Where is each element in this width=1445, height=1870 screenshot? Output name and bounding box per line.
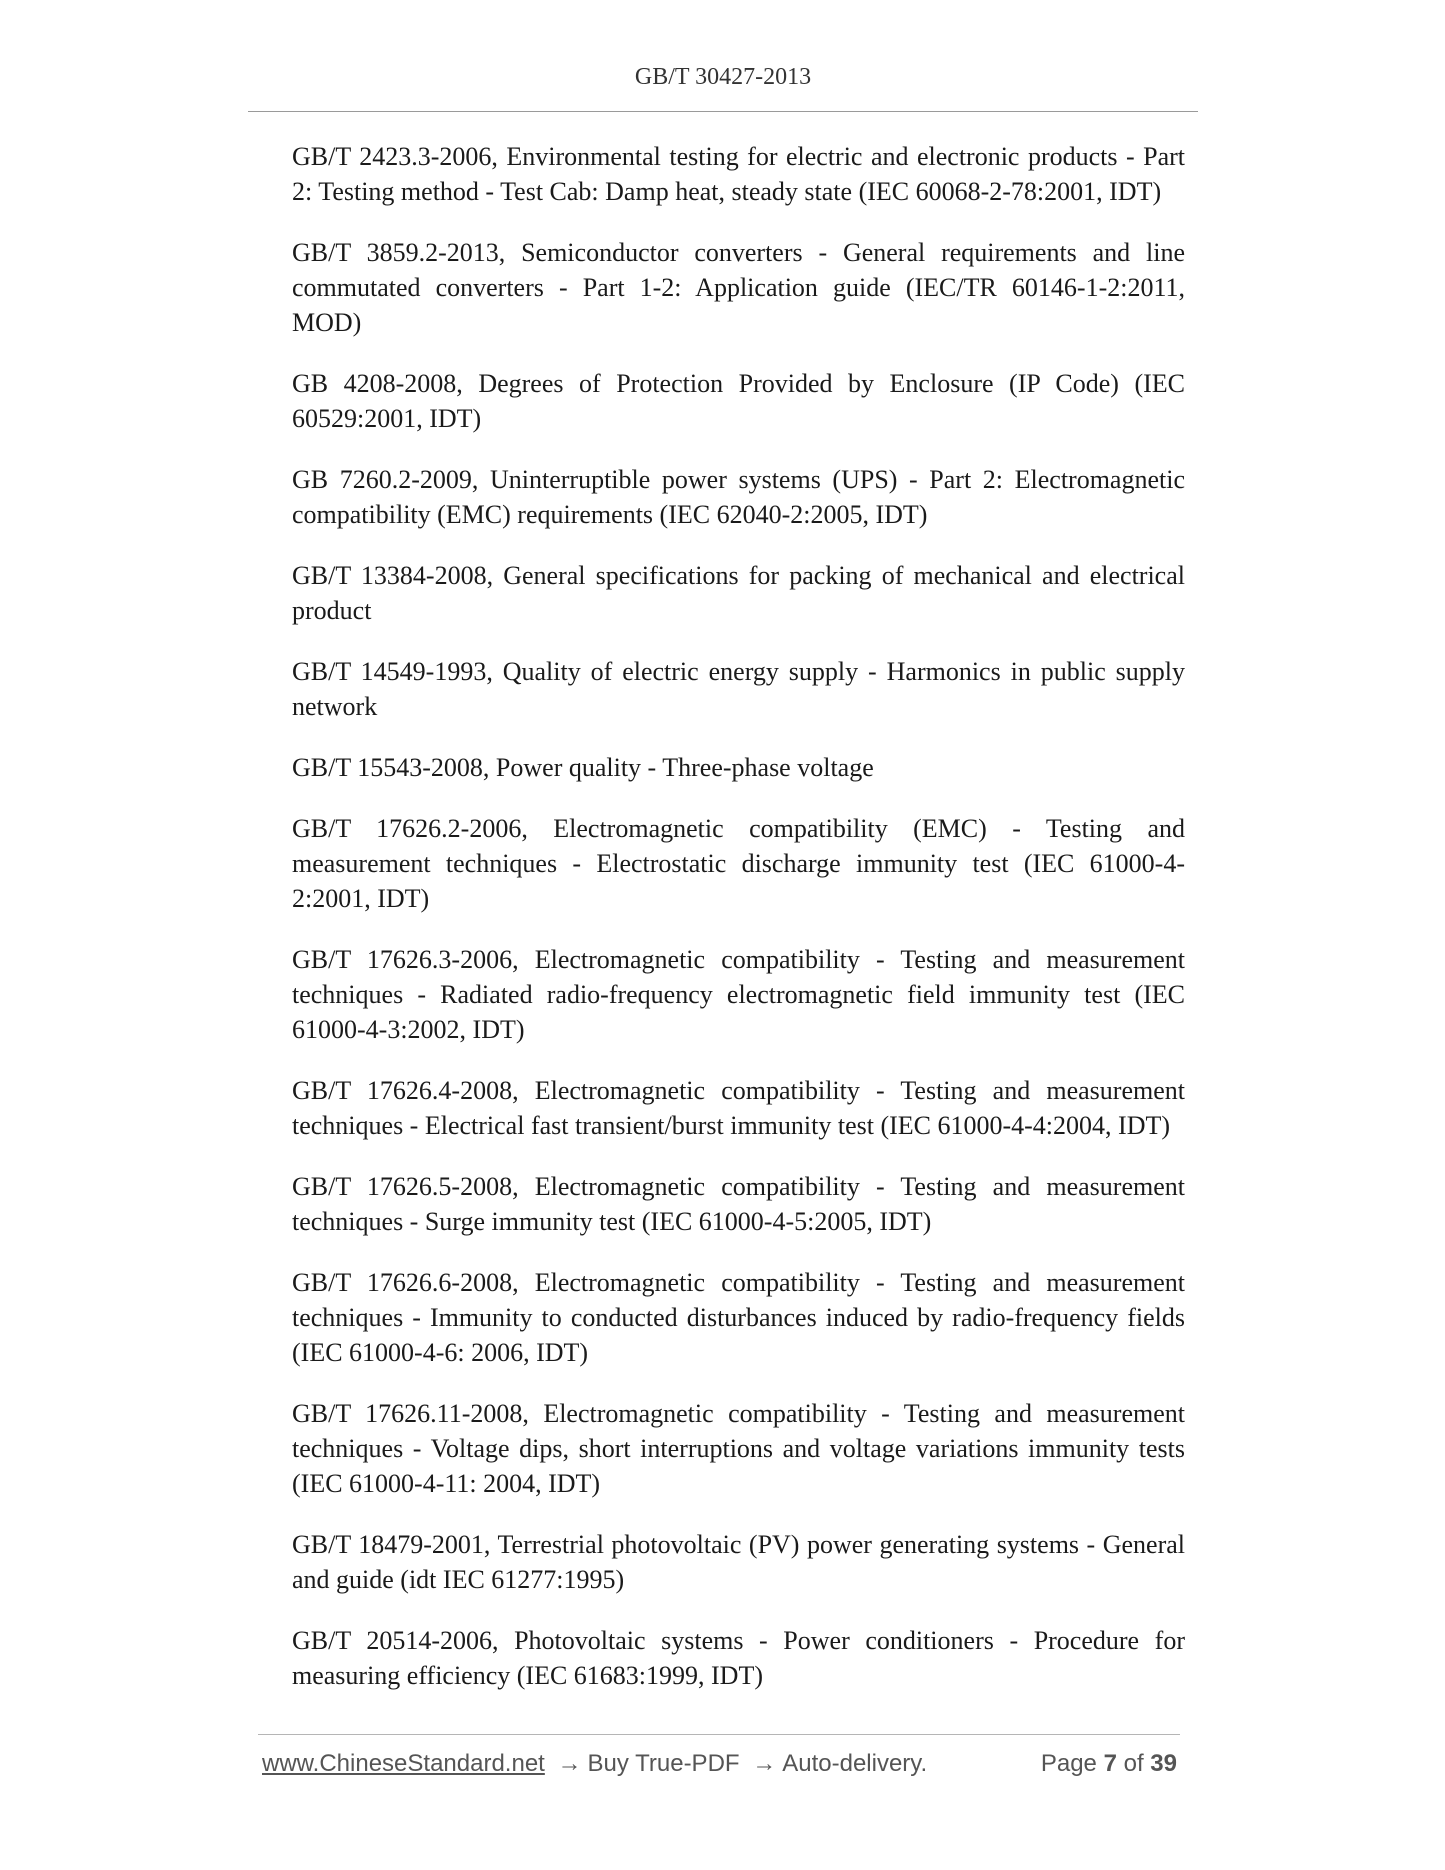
footer-promo (262, 1750, 927, 1778)
arrow-right-icon: → (752, 1750, 777, 1777)
reference-item: GB/T 17626.11-2008, Electromagnetic compatibility - Testing and measurement techniques - Voltage dips, short interruptions and voltage variations immunity tests (IEC 61000-4-11: 2004, IDT) (292, 1399, 1185, 1498)
page-of-label: of (1123, 1750, 1144, 1777)
page-current: 7 (1103, 1750, 1117, 1777)
reference-item: GB/T 17626.5-2008, Electromagnetic compatibility - Testing and measurement techniques - Surge immunity test (IEC 61000-4-5:2005, IDT) (292, 1172, 1185, 1236)
auto-delivery-text: Auto-delivery. (782, 1750, 928, 1777)
reference-item: GB 4208-2008, Degrees of Protection Provided by Enclosure (IP Code) (IEC 60529:2001, IDT) (292, 369, 1185, 433)
reference-item: GB/T 3859.2-2013, Semiconductor converters - General requirements and line commutated converters - Part 1-2: Application guide (IEC/TR 60146-1-2:2011, MOD) (292, 238, 1185, 337)
reference-item: GB/T 2423.3-2006, Environmental testing for electric and electronic products - Part 2: Testing method - Test Cab: Damp heat, steady state (IEC 60068-2-78:2001, IDT) (292, 142, 1185, 206)
reference-item: GB/T 15543-2008, Power quality - Three-phase voltage (292, 753, 874, 782)
page-total: 39 (1150, 1750, 1177, 1777)
reference-item: GB/T 17626.3-2006, Electromagnetic compatibility - Testing and measurement techniques - Radiated radio-frequency electromagnetic field immunity test (IEC 61000-4-3:2002, IDT) (292, 945, 1185, 1044)
normative-references-list (292, 139, 1185, 1719)
reference-item: GB/T 20514-2006, Photovoltaic systems - Power conditioners - Procedure for measuring efficiency (IEC 61683:1999, IDT) (292, 1626, 1185, 1690)
buy-pdf-text: Buy True-PDF (587, 1750, 740, 1777)
page-footer (262, 1750, 1177, 1782)
reference-item: GB/T 17626.4-2008, Electromagnetic compatibility - Testing and measurement techniques - Electrical fast transient/burst immunity test (IEC 61000-4-4:2004, IDT) (292, 1076, 1185, 1140)
reference-item: GB/T 17626.6-2008, Electromagnetic compatibility - Testing and measurement techniques - Immunity to conducted disturbances induced by radio-frequency fields (IEC 61000-4-6: 2006, IDT) (292, 1268, 1185, 1367)
header-divider (248, 111, 1198, 112)
page-header (248, 64, 1198, 91)
reference-item: GB/T 14549-1993, Quality of electric energy supply - Harmonics in public supply network (292, 657, 1185, 721)
page-indicator (1041, 1750, 1177, 1778)
page-label: Page (1040, 1750, 1097, 1777)
footer-divider (258, 1734, 1180, 1735)
document-id: GB/T 30427-2013 (634, 64, 812, 90)
reference-item: GB 7260.2-2009, Uninterruptible power systems (UPS) - Part 2: Electromagnetic compatibility (EMC) requirements (IEC 62040-2:2005, IDT) (292, 465, 1185, 529)
site-link[interactable]: www.ChineseStandard.net (262, 1750, 545, 1777)
arrow-right-icon: → (557, 1750, 582, 1777)
reference-item: GB/T 17626.2-2006, Electromagnetic compatibility (EMC) - Testing and measurement techniques - Electrostatic discharge immunity test (IEC 61000-4-2:2001, IDT) (292, 814, 1185, 913)
reference-item: GB/T 13384-2008, General specifications for packing of mechanical and electrical product (292, 561, 1185, 625)
reference-item: GB/T 18479-2001, Terrestrial photovoltaic (PV) power generating systems - General and guide (idt IEC 61277:1995) (292, 1530, 1185, 1594)
